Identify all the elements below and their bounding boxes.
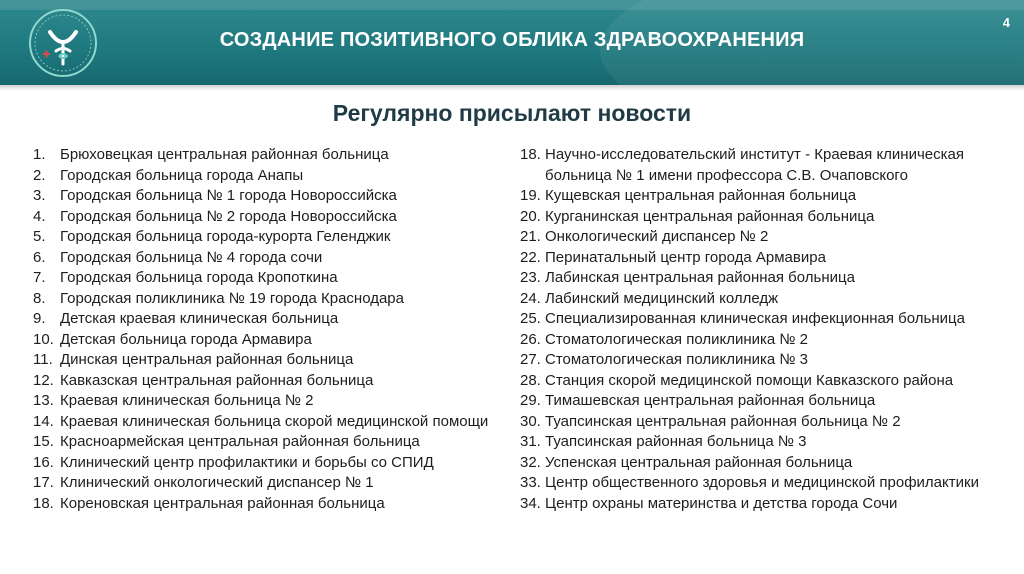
list-item-number: 29.: [520, 392, 541, 409]
list-item: [33, 248, 503, 269]
list-item: [33, 145, 503, 166]
list-item-number: 12.: [33, 371, 54, 389]
list-item-text: Лабинский медицинский колледж: [545, 289, 779, 307]
list-item: [520, 145, 1000, 186]
list-item: [520, 391, 1000, 412]
list-item-text: Краевая клиническая больница скорой медицинской помощи: [60, 412, 489, 430]
list-item-number: 15.: [33, 433, 54, 450]
list-item-number: 32.: [520, 453, 541, 471]
list-item-number: 5.: [33, 228, 46, 245]
list-item-number: 22.: [520, 248, 541, 266]
header-banner: [0, 0, 1024, 85]
list-item-number: 18.: [33, 494, 54, 512]
list-item-number: 31.: [520, 433, 541, 450]
list-item-number: 34.: [520, 494, 541, 512]
list-item: [33, 330, 503, 351]
list-item-text: Тимашевская центральная районная больница: [545, 392, 876, 409]
list-item-text: Городская больница города Анапы: [60, 166, 304, 184]
list-item: [520, 309, 1000, 330]
list-item: [33, 494, 503, 515]
list-item-text: Городская больница города-курорта Геленджик: [60, 228, 391, 245]
list-item: [33, 473, 503, 494]
list-item-text: Брюховецкая центральная районная больница: [60, 146, 389, 163]
list-item-number: 4.: [33, 207, 46, 225]
list-item-text: Специализированная клиническая инфекционная больница: [545, 310, 965, 327]
list-item: [33, 186, 503, 207]
list-item: [33, 453, 503, 474]
list-item-text: Красноармейская центральная районная больница: [60, 433, 420, 450]
list-item-text: Лабинская центральная районная больница: [545, 269, 855, 286]
list-item-text: Научно-исследовательский институт - Краевая клиническая больница № 1 имени профессора С.В. Очаповского: [545, 146, 964, 184]
list-item: [520, 268, 1000, 289]
list-item-number: 7.: [33, 269, 46, 286]
list-item-text: Клинический центр профилактики и борьбы со СПИД: [60, 453, 434, 471]
list-item-number: 27.: [520, 351, 541, 368]
list-item-number: 16.: [33, 453, 54, 471]
section-subtitle: Регулярно присылают новости: [332, 100, 692, 126]
list-item-number: 20.: [520, 207, 541, 225]
list-item-number: 8.: [33, 289, 46, 307]
list-item: [33, 166, 503, 187]
page-number: 4: [1002, 15, 1010, 30]
list-item: [520, 371, 1000, 392]
list-item-text: Городская больница города Кропоткина: [60, 269, 338, 286]
list-item-number: 14.: [33, 412, 54, 430]
list-item: [33, 432, 503, 453]
list-item-text: Детская краевая клиническая больница: [60, 310, 339, 327]
list-item: [33, 289, 503, 310]
hospital-list-left: [33, 145, 503, 514]
list-item-number: 26.: [520, 330, 541, 348]
list-item: [33, 391, 503, 412]
list-item-text: Городская больница № 4 города сочи: [60, 248, 323, 266]
list-item-text: Перинатальный центр города Армавира: [545, 248, 826, 266]
list-item-number: 28.: [520, 371, 541, 389]
list-item-text: Туапсинская районная больница № 3: [545, 433, 807, 450]
list-item-text: Динская центральная районная больница: [60, 351, 354, 368]
list-item-number: 23.: [520, 269, 541, 286]
list-item-text: Городская больница № 2 города Новороссийска: [60, 207, 397, 225]
slide-title: СОЗДАНИЕ ПОЗИТИВНОГО ОБЛИКА ЗДРАВООХРАНЕНИЯ: [219, 29, 805, 51]
list-item-number: 10.: [33, 330, 54, 348]
list-item: [520, 453, 1000, 474]
list-item-text: Туапсинская центральная районная больница № 2: [545, 412, 901, 430]
list-item-text: Кущевская центральная районная больница: [545, 187, 857, 204]
list-item-number: 24.: [520, 289, 541, 307]
list-item-text: Курганинская центральная районная больница: [545, 207, 875, 225]
list-item: [33, 371, 503, 392]
list-item-text: Онкологический диспансер № 2: [545, 228, 769, 245]
list-item: [33, 207, 503, 228]
list-item-number: 17.: [33, 474, 54, 491]
list-item: [520, 248, 1000, 269]
list-item-text: Городская поликлиника № 19 города Краснодара: [60, 289, 404, 307]
list-item: [520, 330, 1000, 351]
list-item-number: 9.: [33, 310, 46, 327]
list-item-text: Центр охраны материнства и детства города Сочи: [545, 494, 898, 512]
list-item: [33, 350, 503, 371]
list-item-number: 25.: [520, 310, 541, 327]
list-item-number: 30.: [520, 412, 541, 430]
list-item: [520, 289, 1000, 310]
list-item: [520, 350, 1000, 371]
list-item: [520, 494, 1000, 515]
list-item-number: 1.: [33, 146, 46, 163]
list-item-text: Клинический онкологический диспансер № 1: [60, 474, 374, 491]
list-item: [520, 412, 1000, 433]
list-item-number: 18.: [520, 146, 541, 163]
list-item: [520, 473, 1000, 494]
list-item-number: 21.: [520, 228, 541, 245]
hospital-list-right: [520, 145, 1000, 514]
list-item-number: 19.: [520, 187, 541, 204]
list-item-text: Стоматологическая поликлиника № 3: [545, 351, 809, 368]
list-item-number: 11.: [33, 351, 53, 368]
list-item: [33, 309, 503, 330]
list-item-number: 13.: [33, 392, 54, 409]
list-item-text: Детская больница города Армавира: [60, 330, 312, 348]
list-item-text: Центр общественного здоровья и медицинской профилактики: [545, 474, 979, 491]
list-item-text: Стоматологическая поликлиника № 2: [545, 330, 809, 348]
list-item-text: Кореновская центральная районная больница: [60, 494, 385, 512]
list-item-number: 2.: [33, 166, 46, 184]
list-item: [33, 227, 503, 248]
list-item: [33, 412, 503, 433]
list-item-text: Кавказская центральная районная больница: [60, 371, 374, 389]
list-item-number: 6.: [33, 248, 46, 266]
list-item-text: Станция скорой медицинской помощи Кавказского района: [545, 371, 954, 389]
list-item: [33, 268, 503, 289]
list-item-text: Успенская центральная районная больница: [545, 453, 853, 471]
list-item-text: Краевая клиническая больница № 2: [60, 392, 314, 409]
list-item-number: 3.: [33, 187, 46, 204]
list-item-text: Городская больница № 1 города Новороссийска: [60, 187, 397, 204]
list-item: [520, 186, 1000, 207]
list-item: [520, 432, 1000, 453]
list-item: [520, 207, 1000, 228]
medical-emblem-icon: [26, 6, 100, 80]
list-item: [520, 227, 1000, 248]
banner-shadow: [0, 85, 1024, 91]
list-item-number: 33.: [520, 474, 541, 491]
